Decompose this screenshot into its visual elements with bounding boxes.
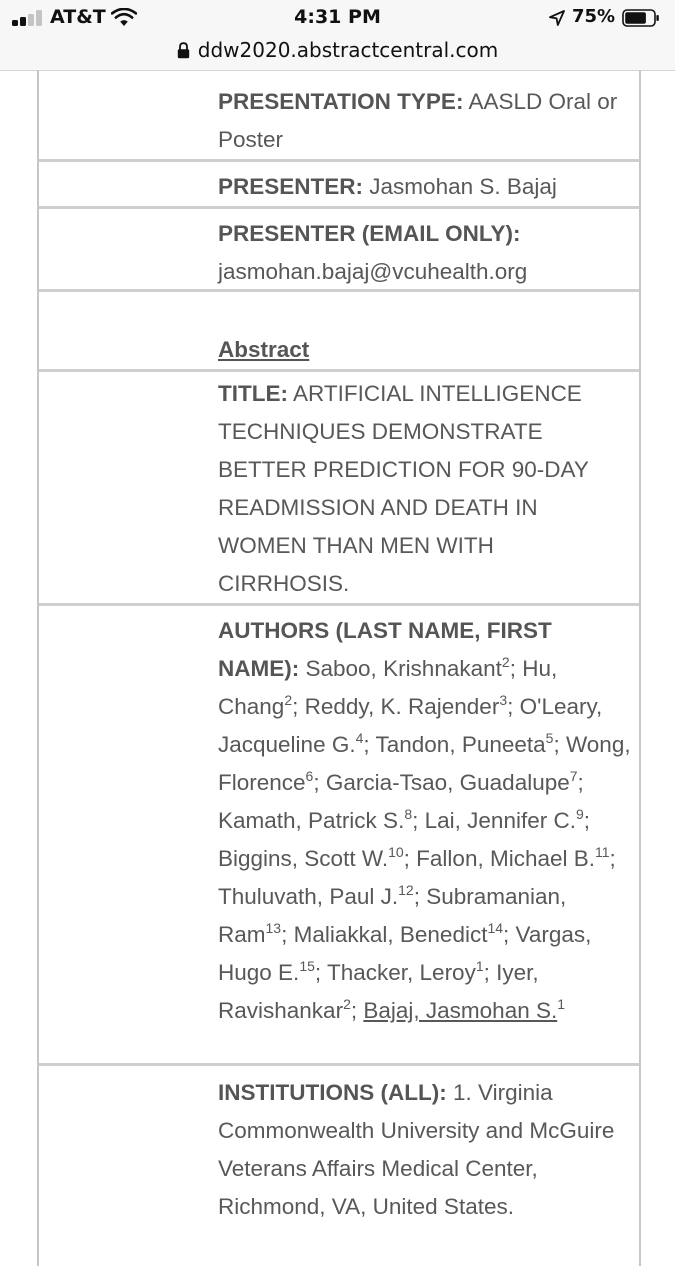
author-affiliation-number: 1 bbox=[557, 996, 566, 1012]
author-affiliation-number: 2 bbox=[501, 654, 510, 670]
author-name: Thuluvath, Paul J. bbox=[218, 884, 399, 909]
abstract-section-heading: Abstract bbox=[218, 337, 310, 362]
carrier-name: AT&T bbox=[50, 6, 106, 28]
authors-row bbox=[39, 606, 639, 1066]
author-affiliation-number: 1 bbox=[475, 958, 484, 974]
author-affiliation-number: 7 bbox=[569, 768, 578, 784]
author-name: Fallon, Michael B. bbox=[416, 846, 595, 871]
author-affiliation-number: 14 bbox=[487, 920, 504, 936]
institutions-label: INSTITUTIONS (ALL): bbox=[218, 1080, 447, 1105]
author-name: Subramanian, Ram bbox=[218, 884, 567, 947]
presentation-type-label: PRESENTATION TYPE: bbox=[218, 89, 464, 114]
author-affiliation-number: 9 bbox=[575, 806, 584, 822]
author-entry bbox=[294, 922, 503, 947]
presenter-label: PRESENTER: bbox=[218, 174, 364, 199]
author-affiliation-number: 2 bbox=[343, 996, 351, 1012]
url-text[interactable]: ddw2020.abstractcentral.com bbox=[197, 38, 499, 62]
author-name: O'Leary, Jacqueline G. bbox=[218, 694, 603, 757]
author-name: Iyer, Ravishankar bbox=[218, 960, 539, 1023]
author-entry bbox=[376, 732, 554, 757]
presenter-email-row bbox=[39, 209, 639, 292]
presentation-type-value: AASLD Oral or Poster bbox=[218, 89, 618, 152]
author-name: Biggins, Scott W. bbox=[218, 846, 389, 871]
authors-list: Saboo, Krishnakant$^2$; Hu, Chang$^2$; Reddy, K. Rajender$^3$; O'Leary, Jacqueline G.$^4$; Tandon, Puneeta$^5$; Wong, Florence$^6$; Garcia-Tsao, Guadalupe$^7$; Kamath, Patrick S.$^8$; Lai, Jennifer C.$^9$; Biggins, Scott W.$^{10}$; Fallon, Michael B.$^{11}$; Thuluvath, Paul J.$^{12}$; Subramanian, Ram$^{13}$; Maliakkal, Benedict$^{14}$; Vargas, Hugo E.$^{15}$; Thacker, Leroy$^1$; Iyer, Ravishankar$^2$; Bajaj, Jasmohan S.$^1$ bbox=[218, 654, 631, 1023]
institutions-row bbox=[39, 1066, 639, 1266]
author-entry bbox=[218, 884, 414, 909]
location-arrow-icon bbox=[549, 10, 565, 26]
author-entry bbox=[327, 960, 484, 985]
institutions-value: 1. Virginia Commonwealth University and McGuire Veterans Affairs Medical Center, Richmond, VA, United States. bbox=[218, 1080, 615, 1219]
presenter-email-value[interactable]: jasmohan.bajaj@vcuhealth.org bbox=[218, 259, 528, 284]
author-entry bbox=[416, 846, 609, 871]
author-name[interactable]: Bajaj, Jasmohan S. bbox=[363, 998, 558, 1023]
presenter-value: Jasmohan S. Bajaj bbox=[369, 174, 557, 199]
author-name: Lai, Jennifer C. bbox=[424, 808, 576, 833]
author-affiliation-number: 3 bbox=[499, 692, 508, 708]
presenter-email-label: PRESENTER (EMAIL ONLY): bbox=[218, 221, 521, 246]
author-name: Hu, Chang bbox=[218, 656, 558, 719]
author-name: Kamath, Patrick S. bbox=[218, 808, 405, 833]
author-affiliation-number: 8 bbox=[404, 806, 413, 822]
author-entry bbox=[218, 846, 404, 871]
author-affiliation-number: 12 bbox=[398, 882, 414, 898]
author-affiliation-number: 15 bbox=[299, 958, 315, 974]
battery-percentage: 75% bbox=[572, 6, 616, 27]
author-name: Maliakkal, Benedict bbox=[293, 922, 488, 947]
author-affiliation-number: 11 bbox=[595, 844, 610, 860]
author-name: Tandon, Puneeta bbox=[375, 732, 546, 757]
author-name: Vargas, Hugo E. bbox=[218, 922, 592, 985]
author-name: Thacker, Leroy bbox=[327, 960, 476, 985]
status-time: 4:31 PM bbox=[294, 6, 381, 28]
abstract-details-table bbox=[37, 70, 641, 1266]
title-label: TITLE: bbox=[218, 381, 288, 406]
author-entry bbox=[306, 656, 510, 681]
author-entry bbox=[425, 808, 584, 833]
author-entry bbox=[363, 998, 565, 1023]
author-affiliation-number: 5 bbox=[545, 730, 554, 746]
address-bar[interactable] bbox=[0, 36, 675, 71]
abstract-section-row bbox=[39, 292, 639, 372]
author-affiliation-number: 4 bbox=[355, 730, 364, 746]
author-affiliation-number: 6 bbox=[305, 768, 314, 784]
author-name: Reddy, K. Rajender bbox=[304, 694, 500, 719]
author-name: Saboo, Krishnakant bbox=[305, 656, 502, 681]
author-affiliation-number: 2 bbox=[284, 692, 293, 708]
author-name: Garcia-Tsao, Guadalupe bbox=[325, 770, 570, 795]
presenter-row bbox=[39, 162, 639, 209]
author-entry bbox=[326, 770, 578, 795]
author-entry bbox=[305, 694, 508, 719]
author-name: Wong, Florence bbox=[218, 732, 631, 795]
author-entry bbox=[218, 808, 412, 833]
authors-label: AUTHORS (LAST NAME, FIRST NAME): bbox=[218, 618, 552, 681]
author-affiliation-number: 13 bbox=[265, 920, 282, 936]
status-bar bbox=[0, 0, 675, 36]
title-value: ARTIFICIAL INTELLIGENCE TECHNIQUES DEMONSTRATE BETTER PREDICTION FOR 90-DAY READMISSION AND DEATH IN WOMEN THAN MEN WITH CIRRHOSIS. bbox=[218, 381, 589, 596]
battery-icon bbox=[622, 9, 660, 27]
presentation-type-row bbox=[39, 70, 639, 162]
title-row bbox=[39, 372, 639, 606]
author-affiliation-number: 10 bbox=[388, 844, 404, 860]
lock-icon bbox=[177, 42, 190, 59]
